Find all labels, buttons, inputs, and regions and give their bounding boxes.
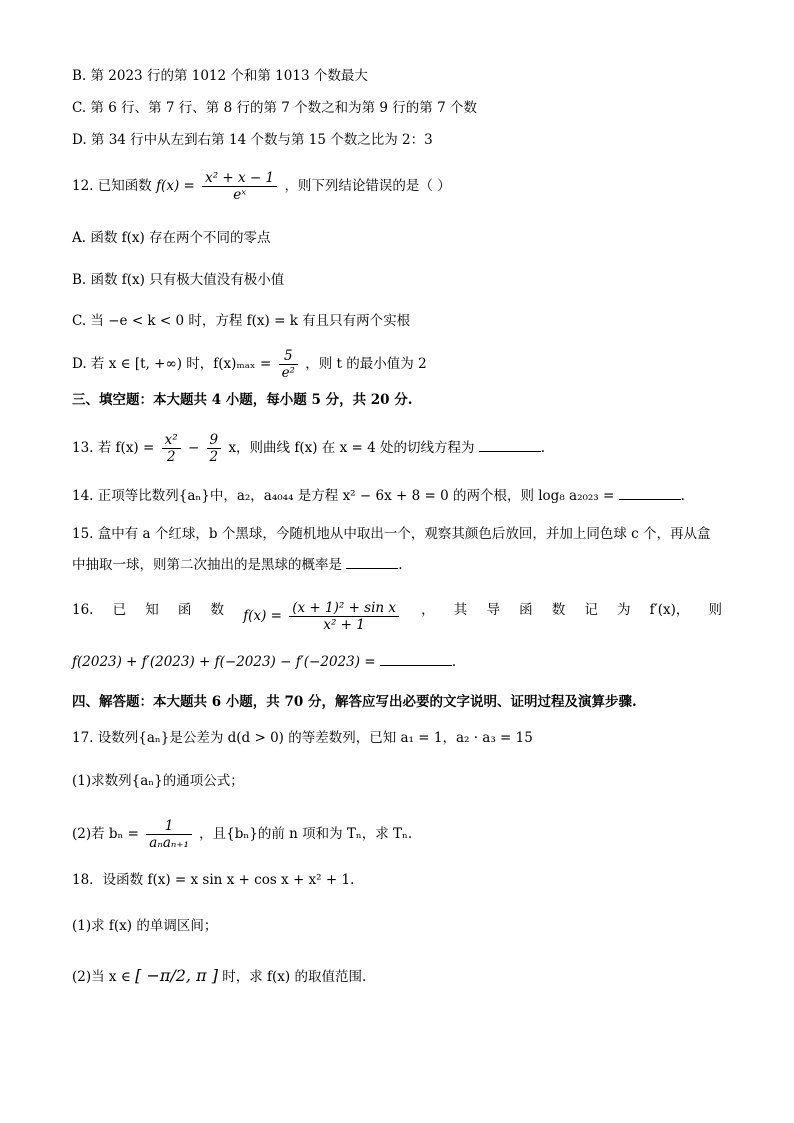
section-3-heading: 三、填空题：本大题共 4 小题，每小题 5 分，共 20 分. [72, 392, 413, 408]
q13-answer-blank[interactable] [479, 451, 541, 452]
question-15-line2 [72, 555, 734, 575]
q12d-numerator: 5 [279, 348, 298, 365]
option-11d: D. 第 34 行中从左到右第 14 个数与第 15 个数之比为 2：3 [72, 132, 433, 148]
q13-den2: 2 [209, 449, 219, 465]
q16-end: . [451, 654, 457, 670]
q16-word: 数 [551, 602, 566, 618]
q12d-fraction [279, 348, 298, 381]
q12-func: f(x) = [156, 178, 195, 194]
q16-word: 函 [519, 602, 533, 618]
q18p2-interval: [ −π/2, π ] [135, 966, 218, 985]
q17p2-suffix: ，且{bₙ}的前 n 项和为 Tₙ，求 Tₙ. [199, 826, 413, 842]
q13-fraction-2 [207, 432, 222, 465]
q17p2-prefix: (2)若 bₙ = [72, 826, 139, 842]
option-11c: C. 第 6 行、第 7 行、第 8 行的第 7 个数之和为第 9 行的第 7 个数 [72, 100, 477, 116]
q16-word: 记 [584, 602, 598, 618]
q13-num2: 9 [207, 432, 222, 449]
question-17-stem: 17. 设数列{aₙ}是公差为 d(d > 0) 的等差数列，已知 a₁ = 1，a₂ · a₃ = 15 [72, 730, 533, 746]
section-4-heading: 四、解答题：本大题共 6 小题，共 70 分，解答应写出必要的文字说明、证明过程及演算步骤. [72, 694, 637, 710]
q12-denominator: eˣ [233, 187, 247, 203]
q16-word: 知 [145, 602, 159, 618]
q13-end: . [540, 440, 546, 456]
q16-word: 导 [486, 602, 500, 618]
q16-expression: f(2023) + f′(2023) + f(−2023) − f′(−2023) = [72, 654, 376, 670]
q16-function [243, 600, 402, 633]
q12-prefix: 12. 已知函数 [72, 178, 152, 194]
q16-word: 已 [112, 602, 127, 618]
option-11b: B. 第 2023 行的第 1012 个和第 1013 个数最大 [72, 68, 368, 84]
option-12d [72, 348, 734, 381]
question-18-part2 [72, 966, 734, 987]
question-18-stem: 18．设函数 f(x) = x sin x + cos x + x² + 1. [72, 872, 355, 888]
question-12-stem [72, 170, 734, 203]
question-16-line2 [72, 652, 734, 672]
q14-text: 14. 正项等比数列{aₙ}中，a₂，a₄₀₄₄ 是方程 x² − 6x + 8 = 0 的两个根，则 log₈ a₂₀₂₃ = [72, 488, 615, 504]
option-12b: B. 函数 f(x) 只有极大值没有极小值 [72, 272, 285, 288]
question-16-line1 [72, 600, 722, 633]
q16-word: 16. [72, 602, 94, 618]
q16-denominator: x² + 1 [323, 617, 365, 633]
q16-word: f′(x)， [649, 602, 690, 618]
q13-num1: x² [162, 432, 181, 449]
question-13 [72, 432, 734, 465]
question-17-part2 [72, 818, 734, 851]
q16-func: f(x) = [243, 608, 282, 624]
q13-den1: 2 [166, 449, 176, 465]
option-12a: A. 函数 f(x) 存在两个不同的零点 [72, 230, 271, 246]
q16-word: 数 [210, 602, 225, 618]
q12d-suffix: ，则 t 的最小值为 2 [305, 356, 427, 372]
q16-word: 则 [708, 602, 722, 618]
q14-end: . [680, 488, 685, 504]
q16-answer-blank[interactable] [380, 665, 452, 666]
q15-end: . [398, 557, 403, 573]
q16-numerator: (x + 1)² + sin x [289, 600, 399, 617]
q12-fraction [202, 170, 277, 203]
q13-after: x，则曲线 f(x) 在 x = 4 处的切线方程为 [228, 440, 475, 456]
question-14 [72, 486, 734, 506]
q16-word: 为 [617, 602, 631, 618]
q17p2-fraction [146, 818, 192, 851]
q18p2-suffix: 时，求 f(x) 的取值范围. [222, 969, 367, 985]
option-12c: C. 当 −e < k < 0 时，方程 f(x) = k 有且只有两个实根 [72, 313, 411, 329]
q12-numerator: x² + x − 1 [202, 170, 277, 187]
q12d-denominator: e² [281, 365, 295, 381]
question-18-part1: (1)求 f(x) 的单调区间； [72, 918, 218, 934]
question-17-part1: (1)求数列{aₙ}的通项公式； [72, 773, 244, 789]
q13-prefix: 13. 若 f(x) = [72, 440, 155, 456]
q18p2-prefix: (2)当 x ∈ [72, 969, 131, 985]
q13-fraction-1 [162, 432, 181, 465]
q16-fraction [289, 600, 399, 633]
q16-word: 函 [177, 602, 192, 618]
question-15-line1: 15. 盒中有 a 个红球，b 个黑球，今随机地从中取出一个，观察其颜色后放回，并加上同色球 c 个，再从盒 [72, 526, 711, 542]
q12-suffix: ，则下列结论错误的是（ ） [284, 178, 451, 194]
q15-line2-text: 中抽取一球，则第二次抽出的是黑球的概率是 [72, 557, 342, 573]
q13-minus: − [187, 440, 200, 456]
q16-word: 其 [453, 602, 468, 618]
q15-answer-blank[interactable] [346, 568, 398, 569]
q17p2-numerator: 1 [146, 818, 192, 835]
q16-word: ， [421, 602, 435, 618]
q17p2-denominator: aₙaₙ₊₁ [149, 835, 189, 851]
q14-answer-blank[interactable] [619, 499, 681, 500]
q12d-prefix: D. 若 x ∈ [t, +∞) 时，f(x)ₘₐₓ = [72, 356, 272, 372]
